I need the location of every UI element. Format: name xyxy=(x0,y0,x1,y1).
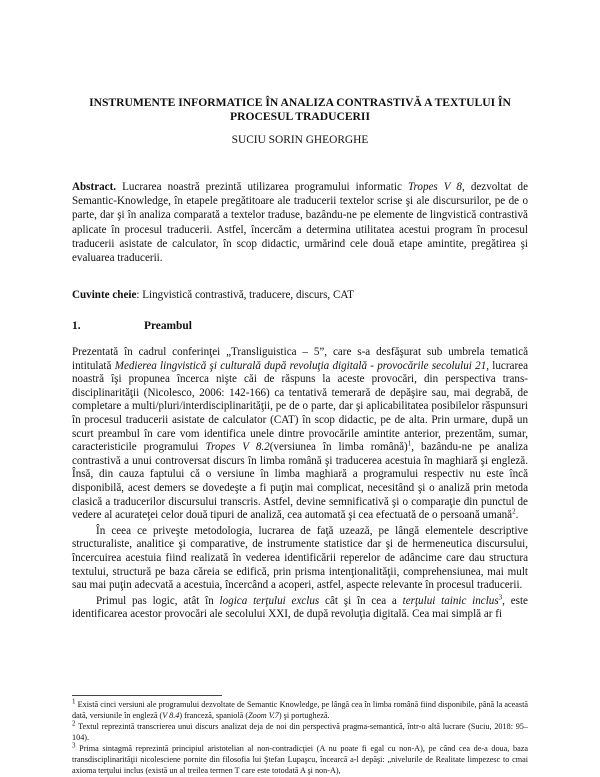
footnote-ref-1[interactable]: 1 xyxy=(407,439,412,448)
footnotes xyxy=(72,697,528,777)
p3-text-c: , este identificarea acestor provocări ale secolului XXI, de după revoluţia digitală. Cea mai simplă ar fi xyxy=(72,594,528,621)
footnote-3-number: 3 xyxy=(72,741,76,750)
section-number: 1. xyxy=(72,320,81,332)
abstract-text-cont: , dezvoltat de Semantic-Knowledge, în etapele pregătitoare ale traducerii textelor scrise şi ale discursurilor, pe de o parte, dar şi în analiza comparată a textelor traduse, bazându-ne pe elemente de lingvistică contrastivă aplicate în procesul traducerii. Astfel, încercăm a determina utilitatea acestui program în procesul traducerii asistate de calculator, în scop didactic, urmărind cele două etape amintite, pregătirea şi evaluarea traducerii. xyxy=(72,181,528,265)
p3-italic-2: terţului tainic inclus xyxy=(402,594,499,607)
footnote-3 xyxy=(72,741,528,776)
p3-text-b: cât şi în cea a xyxy=(319,594,403,607)
footnote-1-text-c: ) şi portugheză. xyxy=(278,710,330,720)
footnote-3-text: Prima sintagmă reprezintă principiul aristotelian al non-contradicţiei (A nu poate fi egal cu non-A), pe când cea de-a doua, baza transdisciplinarităţii nicolesciene pornite din filosofia lui Ştefan Lupaşcu, încearcă a-l depăşi: „nivelurile de Realitate limpezesc to cmai axioma terţului inclus (există un al treilea termen T care este totodată A şi non-A), xyxy=(72,744,528,775)
footnote-2 xyxy=(72,719,528,743)
abstract-text: Lucrarea noastră prezintă utilizarea programului informatic xyxy=(116,181,408,193)
footnote-1 xyxy=(72,697,528,721)
p3-text: Primul pas logic, atât în xyxy=(96,594,220,607)
paragraph-1 xyxy=(72,346,528,523)
footnote-1-italic: V 8.4 xyxy=(162,710,180,720)
p1-text-c: (versiunea în limba română) xyxy=(269,441,408,454)
footnote-2-text: Textul reprezintă transcrierea unui discurs analizat deja de noi din perspectivă pragma-semantică, într-o altă lucrare (Suciu, 2018: 95–104). xyxy=(72,722,528,742)
keywords-label: Cuvinte cheie xyxy=(72,289,137,301)
author-name: SUCIU SORIN GHEORGHE xyxy=(231,134,369,146)
footnote-ref-2[interactable]: 2 xyxy=(512,507,516,516)
abstract xyxy=(72,180,528,265)
keywords xyxy=(72,289,528,301)
section-title: Preambul xyxy=(144,320,192,332)
p1-italic-2: Tropes V 8.2 xyxy=(205,441,270,454)
paper-title: INSTRUMENTE INFORMATICE ÎN ANALIZA CONTRASTIVĂ A TEXTULUI ÎN PROCESUL TRADUCERII xyxy=(89,96,511,123)
body-text xyxy=(72,346,528,624)
footnote-1-number: 1 xyxy=(72,697,76,706)
p1-text-e: . xyxy=(515,509,519,522)
section-heading xyxy=(72,320,192,332)
footnote-1-italic-2: Zoom V.7 xyxy=(248,710,279,720)
p1-text: Prezentată în cadrul conferinţei „Transliguistica – 5”, care s-a desfăşurat sub umbrela tematică intitulată xyxy=(72,346,528,372)
paragraph-3 xyxy=(72,595,528,622)
footnote-1-text-b: ) franceză, spaniolă ( xyxy=(179,710,249,720)
p1-text-b: , lucrarea noastră îşi propunea încerca nişte căi de răspuns la aceste provocări, din perspectiva trans-disciplinarităţii (Nicolesco, 2006: 142-166) ca tentativă temerară de depăşire sau, mai degrabă, de completare a multi/pluri/interdisciplinarităţii, pe de o parte, dar şi aplicabilitatea posibilelor răspunsuri în procesul traducerii asistate de calculator (CAT) în scop didactic, pe de alta. Prin urmare, după un scurt preambul în care vom identifica unele dintre provocările amintite anterior, prezentăm, sumar, caracteristicile programului xyxy=(72,359,528,454)
abstract-label: Abstract. xyxy=(72,181,117,193)
p3-italic: logica terţului exclus xyxy=(219,594,320,607)
p1-italic: Medierea lingvistică şi culturală după revoluţia digitală - provocările secolului 21 xyxy=(114,359,487,372)
keywords-text: : Lingvistică contrastivă, traducere, discurs, CAT xyxy=(136,289,354,301)
footnote-1-text: Există cinci versiuni ale programului dezvoltate de Semantic Knowledge, pe lângă cea în limba română fiind disponibile, până la această dată, versiunile în engleză ( xyxy=(72,700,528,720)
footnote-ref-3[interactable]: 3 xyxy=(498,593,503,601)
footnote-separator xyxy=(72,695,222,696)
paragraph-2: În ceea ce priveşte metodologia, lucrarea de faţă uzează, pe lângă elementele descriptive structuraliste, analitice şi comparative, de instrumente statistice dar şi de hermeneutica discursului, încercuirea acestuia fiind realizată în vederea identificării reperelor de adâncime care dau structura textului, structură pe baza căreia se edifică, prin prisma intenţionalităţii, comprehensiunea, mai mult sau mai puţin adecvată a acestuia, încercând a acoperi, astfel, aspecte relevante în procesul traducerii. xyxy=(72,524,528,592)
footnote-2-number: 2 xyxy=(72,719,76,728)
p1-text-d: , bazându-ne pe analiza contrastivă a unui controversat discurs în limba română şi traducerea acestuia în maghiară şi engleză. Însă, din cauza faptului că o versiune în limba maghiară a programului respectiv nu este încă disponibilă, acest demers se dovedeşte a fi puţin mai complicat, necesitând şi o analiză prin metoda clasică a traducerilor discursului transcris. Astfel, devine semnificativă şi o comparaţie din punctul de vedere al acurateţei celor două tipuri de analiză, cea automată şi cea efectuată de o persoană umană xyxy=(72,441,529,522)
abstract-program: Tropes V 8 xyxy=(407,181,462,193)
